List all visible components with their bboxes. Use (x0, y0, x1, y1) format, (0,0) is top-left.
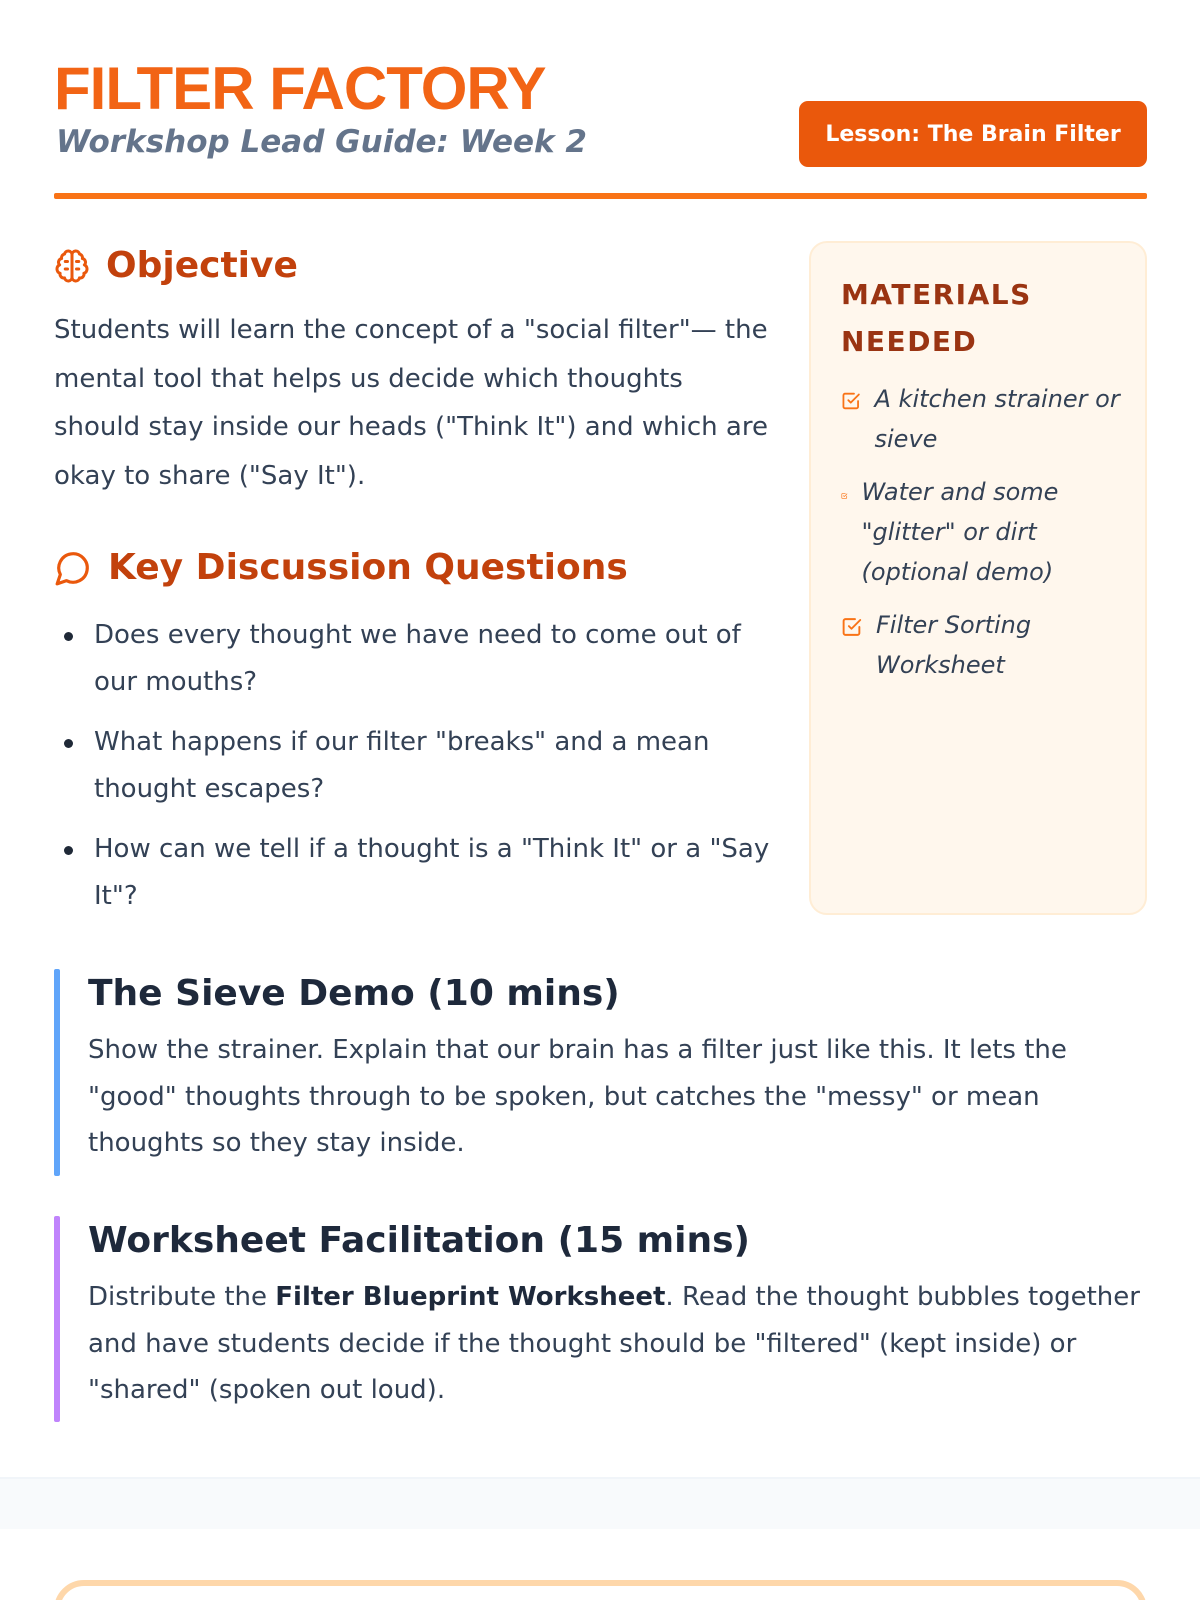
material-item (841, 605, 1131, 685)
activity-title: The Sieve Demo (10 mins) (88, 973, 620, 1014)
list-item: Does every thought we have need to come out of our mouths? (54, 612, 774, 705)
activity-sieve-demo (54, 969, 1147, 1176)
page-separator (0, 1477, 1200, 1529)
objective-text: Students will learn the concept of a "social filter"— the mental tool that helps us decide which thoughts should stay inside our heads ("Think It") and which are okay to share ("Say It"). (54, 315, 768, 491)
questions-heading-label: Key Discussion Questions (108, 547, 628, 588)
page-subtitle: Workshop Lead Guide: Week 2 (56, 124, 587, 160)
activity-text: Show the strainer. Explain that our brain has a filter just like this. It lets the "good" thoughts through to be spoken, but catches the "messy" or mean thoughts so they stay inside. (88, 1035, 1067, 1158)
material-item-label: Water and some "glitter" or dirt (optional demo) (861, 478, 1059, 586)
lesson-badge: Lesson: The Brain Filter (799, 101, 1147, 167)
checkbox-icon (841, 489, 848, 503)
activity-worksheet-facilitation (54, 1216, 1147, 1422)
list-item: How can we tell if a thought is a "Think It" or a "Say It"? (54, 826, 774, 919)
questions-heading (54, 547, 628, 588)
activity-text-start: Distribute the (88, 1282, 276, 1312)
material-item (841, 472, 1131, 592)
materials-heading: MATERIALS NEEDED (841, 278, 1032, 358)
activity-text-end: . Read the thought bubbles together and have students decide if the thought should be "filtered" (kept inside) or "shared" (spoken out loud). (88, 1282, 1140, 1405)
page-title: FILTER FACTORY (54, 55, 546, 122)
checkbox-icon (841, 615, 862, 639)
materials-panel (809, 241, 1147, 915)
activity-accent-bar (54, 969, 60, 1176)
material-item-label: A kitchen strainer or sieve (874, 385, 1120, 453)
header-divider (54, 193, 1147, 199)
activity-accent-bar (54, 1216, 60, 1422)
worksheet-name: Filter Blueprint Worksheet (275, 1282, 666, 1312)
question-list (54, 612, 774, 933)
activity-title: Worksheet Facilitation (15 mins) (88, 1220, 751, 1261)
objective-heading (54, 245, 298, 286)
speech-bubble-icon (54, 549, 92, 587)
brain-icon (54, 248, 90, 284)
material-item (841, 379, 1131, 459)
activity-text (88, 1274, 1148, 1414)
list-item: What happens if our filter "breaks" and a mean thought escapes? (54, 719, 774, 812)
material-item-label: Filter Sorting Worksheet (875, 611, 1032, 679)
objective-heading-label: Objective (106, 245, 298, 286)
next-page-card (54, 1580, 1147, 1600)
checkbox-icon (841, 389, 861, 413)
